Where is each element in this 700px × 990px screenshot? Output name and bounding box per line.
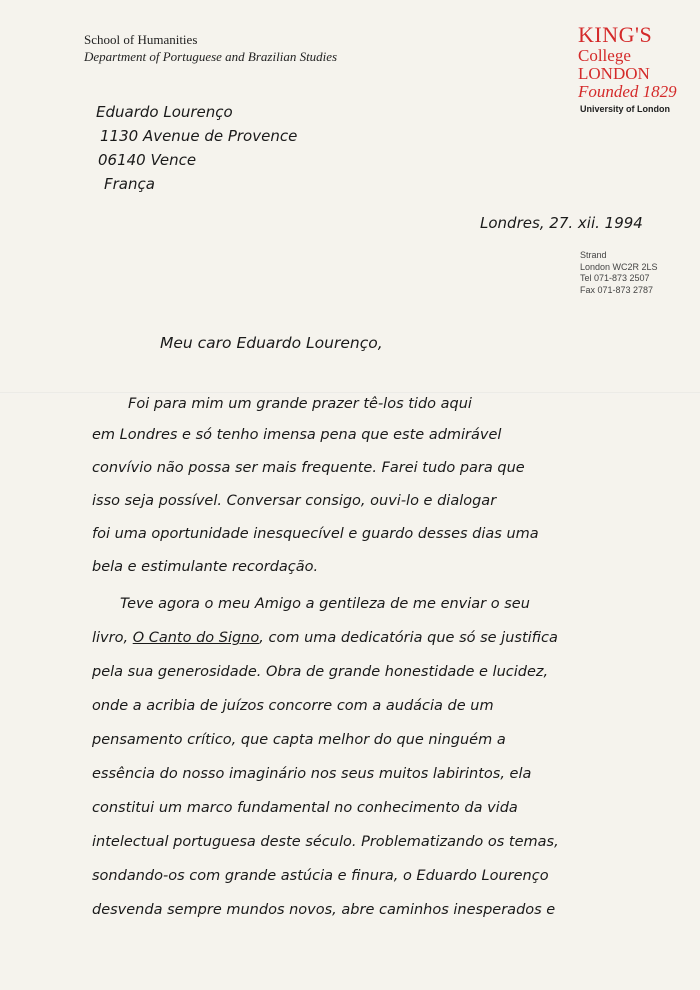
body-line: convívio não possa ser mais frequente. Farei tudo para que: [92, 460, 525, 476]
body-line: sondando-os com grande astúcia e finura, o Eduardo Lourenço: [92, 868, 549, 884]
text-before-title: livro,: [92, 630, 133, 646]
body-line: isso seja possível. Conversar consigo, ouvi-lo e dialogar: [92, 493, 497, 509]
contact-block: [580, 250, 658, 296]
body-line: onde a acribia de juízos concorre com a audácia de um: [92, 698, 494, 714]
department-name: Department of Portuguese and Brazilian Studies: [84, 49, 338, 64]
body-line: foi uma oportunidade inesquecível e guardo desses dias uma: [92, 526, 539, 542]
logo-line-2: College: [578, 46, 631, 65]
logo-line-4: Founded 1829: [578, 82, 677, 101]
body-line: pela sua generosidade. Obra de grande honestidade e lucidez,: [92, 664, 549, 680]
kings-college-logo: [578, 24, 688, 100]
recipient-city: 06140 Vence: [98, 151, 197, 169]
body-line: Teve agora o meu Amigo a gentileza de me enviar o seu: [120, 596, 530, 612]
recipient-name: Eduardo Lourenço: [96, 103, 233, 121]
book-title: O Canto do Signo: [132, 630, 260, 646]
recipient-country: França: [104, 175, 155, 193]
university-name: University of London: [580, 104, 670, 114]
school-name: School of Humanities: [84, 32, 198, 47]
contact-line-3: Tel 071-873 2507: [580, 273, 650, 283]
paper-fold: [0, 392, 700, 394]
body-line: em Londres e só tenho imensa pena que este admirável: [92, 427, 502, 443]
body-line: constitui um marco fundamental no conhecimento da vida: [92, 800, 518, 816]
body-line: intelectual portuguesa deste século. Problematizando os temas,: [92, 834, 559, 850]
contact-line-4: Fax 071-873 2787: [580, 284, 654, 295]
logo-line-3: LONDON: [578, 64, 650, 83]
body-line: bela e estimulante recordação.: [92, 559, 319, 575]
body-line-with-title: [92, 630, 558, 646]
body-line: desvenda sempre mundos novos, abre caminhos inesperados e: [92, 902, 556, 918]
letter-date: Londres, 27. xii. 1994: [480, 214, 643, 232]
greeting: Meu caro Eduardo Lourenço,: [160, 334, 383, 352]
text-after-title: , com uma dedicatória que só se justifica: [259, 630, 558, 646]
logo-line-1: KING'S: [578, 22, 653, 47]
letterhead-school: [84, 31, 337, 65]
body-line: Foi para mim um grande prazer tê-los tido aqui: [128, 396, 472, 412]
contact-line-2: London WC2R 2LS: [580, 261, 658, 272]
contact-line-1: Strand: [580, 250, 607, 260]
recipient-street: 1130 Avenue de Provence: [100, 127, 298, 145]
body-line: essência do nosso imaginário nos seus muitos labirintos, ela: [92, 766, 532, 782]
body-line: pensamento crítico, que capta melhor do que ninguém a: [92, 732, 506, 748]
recipient-address: [96, 100, 297, 196]
